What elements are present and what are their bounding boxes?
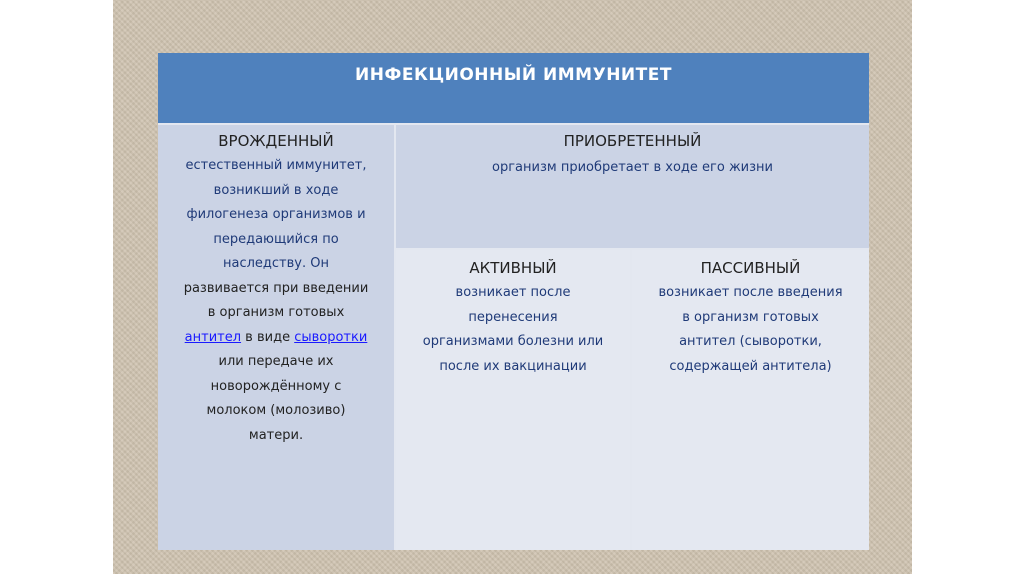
active-cell	[396, 250, 630, 550]
active-description-line: перенесения	[468, 309, 558, 325]
innate-description-line: передающийся по	[213, 231, 339, 247]
innate-note-line: новорождённому с	[210, 378, 342, 394]
active-description	[396, 281, 630, 379]
active-description-line: организмами болезни или	[422, 334, 604, 349]
passive-description-line: в организм готовых	[682, 309, 819, 325]
innate-note-line: развивается при введении	[183, 280, 369, 296]
active-description-line: после их вакцинации	[439, 358, 587, 374]
innate-heading: ВРОЖДЕННЫЙ	[218, 132, 334, 150]
innate-passive-note	[158, 277, 394, 449]
innate-note-line-links	[158, 326, 394, 351]
innate-description-line: филогенеза организмов и	[186, 207, 366, 222]
table-title: ИНФЕКЦИОННЫЙ ИММУНИТЕТ	[355, 65, 672, 85]
in-form-of-text: в виде	[241, 329, 295, 345]
passive-description-line: содержащей антитела)	[669, 358, 832, 374]
passive-description-line: антител (сыворотки,	[679, 334, 822, 349]
innate-description-line: естественный иммунитет,	[185, 158, 367, 173]
serum-link[interactable]: сыворотки	[294, 329, 368, 345]
innate-note-line: или передаче их	[218, 354, 334, 369]
active-heading: АКТИВНЫЙ	[469, 259, 557, 277]
innate-note-line: молоком (молозиво)	[206, 403, 346, 418]
acquired-cell	[396, 125, 869, 248]
acquired-description: организм приобретает в ходе его жизни	[492, 160, 773, 175]
passive-heading: ПАССИВНЫЙ	[700, 259, 801, 277]
passive-description	[632, 281, 869, 379]
innate-description	[158, 154, 394, 277]
innate-description-line: наследству. Он	[223, 256, 329, 271]
passive-cell	[632, 250, 869, 550]
innate-note-line: матери.	[248, 427, 304, 443]
table-header	[158, 53, 869, 123]
acquired-heading: ПРИОБРЕТЕННЫЙ	[563, 132, 702, 150]
passive-description-line: возникает после введения	[658, 285, 843, 300]
innate-description-line: возникший в ходе	[213, 182, 339, 198]
active-description-line: возникает после	[455, 285, 571, 300]
antibodies-link[interactable]: антител	[184, 329, 242, 345]
innate-column	[158, 125, 394, 550]
immunity-table	[158, 53, 869, 550]
innate-note-line: в организм готовых	[207, 305, 345, 320]
